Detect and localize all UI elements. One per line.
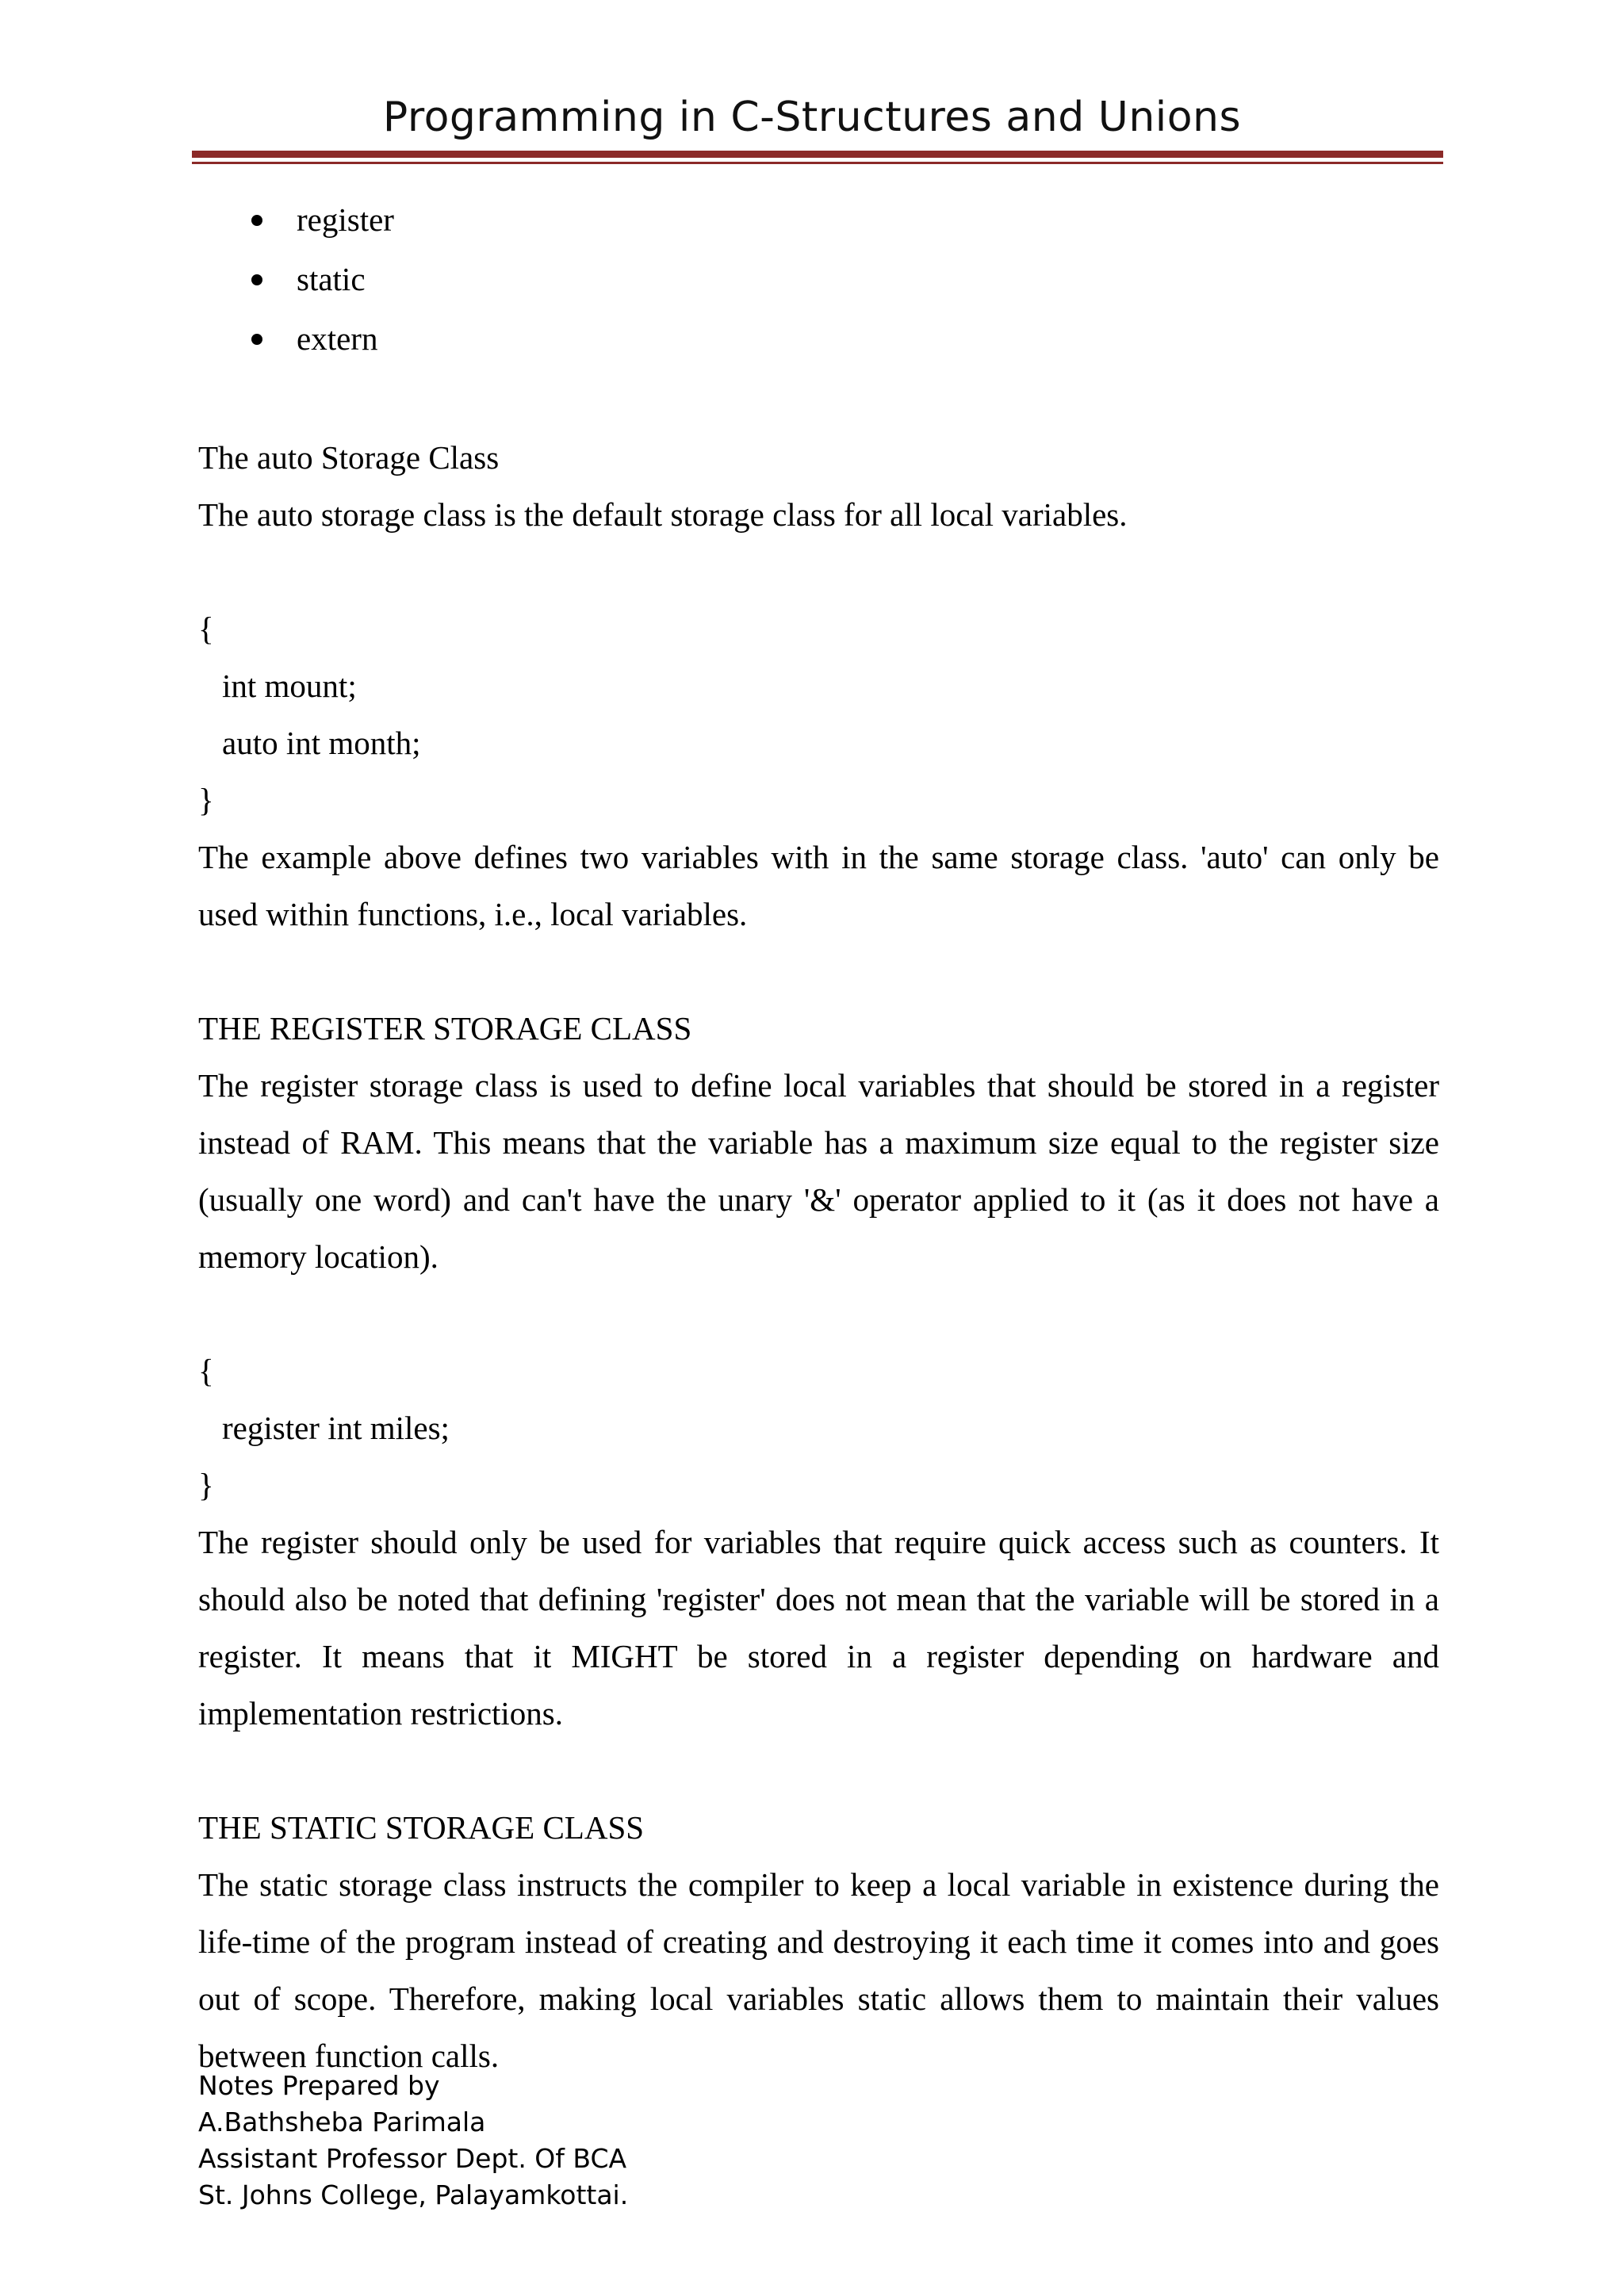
page-title: Programming in C-Structures and Unions [382,94,1242,141]
footer-line: Notes Prepared by [198,2070,440,2101]
register-explanation: The register should only be used for variables that require quick access such as counters. It should also be noted that defining 'register' does not mean that the variable will be stored in a register. It means that it MIGHT be stored in a register depending on hardware and implementation restrictions. [198,1524,1439,1732]
footer-line: A.Bathsheba Parimala [198,2107,486,2137]
static-heading: THE STATIC STORAGE CLASS [198,1809,645,1846]
list-item-static: static [198,256,1439,316]
storage-class-list [198,197,1439,375]
auto-section [198,429,1439,943]
static-intro: The static storage class instructs the compiler to keep a local variable in existence during the life-time of the program instead of creating and destroying it each time it comes into and goes out of scope. Therefore, making local variables static allows them to maintain their values between function calls. [198,1866,1439,2074]
code-line: auto int month; [222,725,421,761]
header-rule-thick [192,151,1443,158]
footer-line: St. Johns College, Palayamkottai. [198,2179,629,2210]
code-line: } [198,782,214,818]
footer-line: Assistant Professor Dept. Of BCA [198,2143,627,2174]
register-code-block [198,1342,1439,1513]
code-line: int mount; [222,668,357,704]
code-line: { [198,610,214,647]
code-line: { [198,1353,214,1389]
code-line: register int miles; [222,1410,450,1446]
auto-explanation: The example above defines two variables with in the same storage class. 'auto' can only be used within functions, i.e., local variables. [198,839,1439,932]
code-line: } [198,1467,214,1503]
register-section [198,1000,1439,1742]
page-footer [198,2068,628,2214]
list-item-extern: extern [198,316,1439,375]
auto-heading: The auto Storage Class [198,439,500,476]
header-rule-thin [192,162,1443,164]
auto-code-block [198,600,1439,828]
document-body [198,197,1439,2084]
static-section [198,1799,1439,2084]
register-heading: THE REGISTER STORAGE CLASS [198,1010,692,1047]
register-intro: The register storage class is used to define local variables that should be stored in a register instead of RAM. This means that the variable has a maximum size equal to the register size (usually one word) and can't have the unary '&' operator applied to it (as it does not have a memory location). [198,1067,1439,1275]
list-item-register: register [198,197,1439,256]
auto-intro: The auto storage class is the default storage class for all local variables. [198,496,1128,533]
